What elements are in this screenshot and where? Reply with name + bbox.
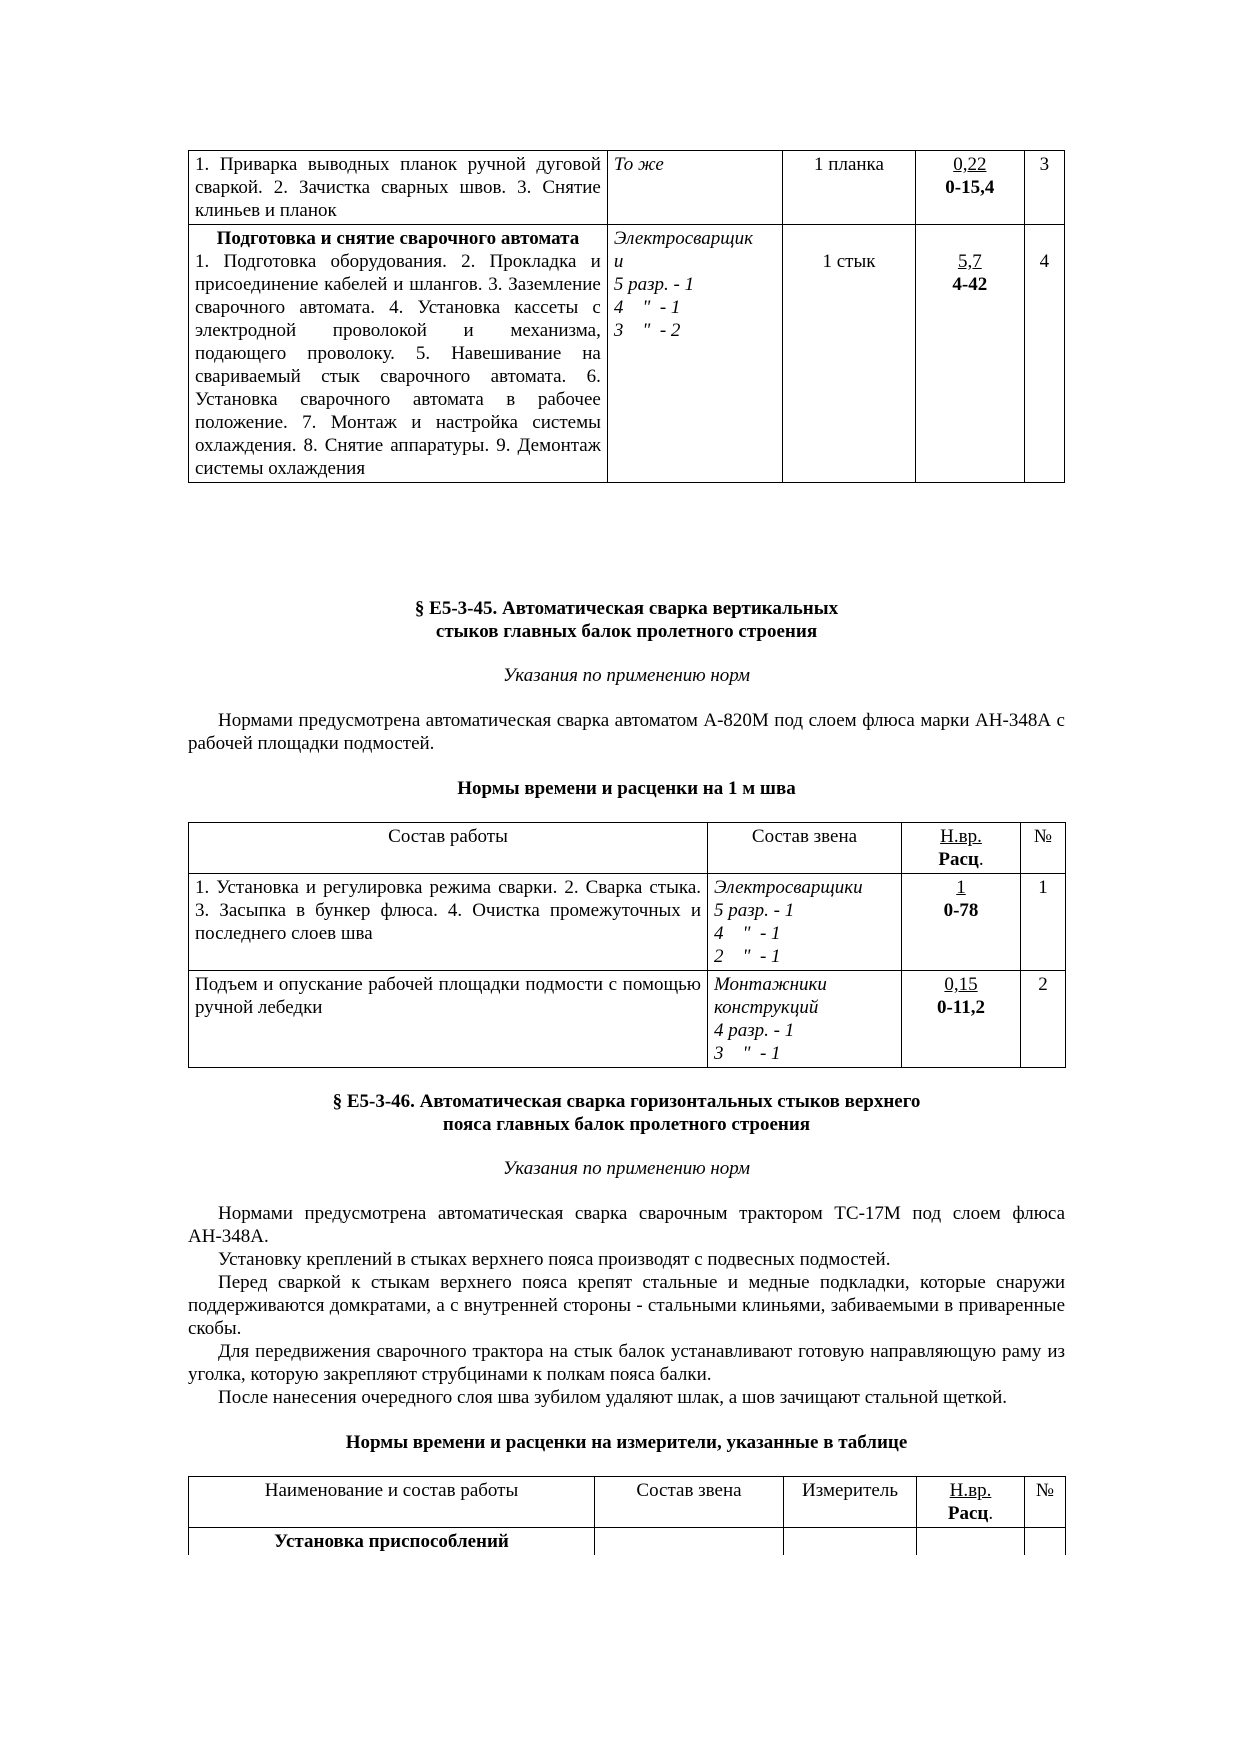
section-46-paragraph: Для передвижения сварочного трактора на стык балок устанавливают готовую направляющую раму из уголка, которую закрепляют струбцинами к полкам пояса балки. bbox=[188, 1341, 1065, 1385]
section-46-paragraph: Установку креплений в стыках верхнего пояса производят с подвесных подмостей. bbox=[218, 1249, 891, 1270]
section-title-line: пояса главных балок пролетного строения bbox=[442, 1114, 811, 1135]
header-norm: Н.вр. bbox=[940, 826, 982, 847]
crew-cell bbox=[708, 971, 902, 1068]
header-norm-rate bbox=[917, 1477, 1025, 1528]
section-title-line: § Е5-3-45. Автоматическая сварка вертикальных bbox=[414, 598, 839, 619]
table-row bbox=[189, 225, 1065, 483]
work-text: 1. Подготовка оборудования. 2. Прокладка и присоединение кабелей и шлангов. 3. Заземление сварочного автомата. 4. Установка кассеты с электродной проволокой и механизма, подающего проволоку. 5. Навешивание на свариваемый стык сварочного автомата. 6. Установка сварочного автомата в рабочее положение. 7. Монтаж и настройка системы охлаждения. 8. Снятие аппаратуры. 9. Демонтаж системы охлаждения bbox=[195, 251, 601, 479]
crew-line: Электросварщик bbox=[613, 228, 754, 249]
section-46-title bbox=[188, 1090, 1065, 1136]
rate-value: 0-78 bbox=[943, 900, 979, 921]
header-norm: Н.вр. bbox=[949, 1480, 992, 1501]
row-number-cell: 2 bbox=[1021, 971, 1066, 1068]
crew-cell bbox=[595, 1528, 784, 1556]
crew-cell bbox=[708, 874, 902, 971]
section-45-table-title: Нормы времени и расценки на 1 м шва bbox=[457, 778, 796, 799]
norm-cell bbox=[902, 874, 1021, 971]
header-rate: Расц. bbox=[947, 1503, 994, 1524]
header-work: Состав работы bbox=[189, 823, 708, 874]
header-unit: Измеритель bbox=[784, 1477, 917, 1528]
table-row bbox=[189, 971, 1066, 1068]
group-title: Установка приспособлений bbox=[189, 1528, 595, 1556]
norms-table-45 bbox=[188, 822, 1066, 1068]
unit-cell: 1 планка bbox=[783, 151, 916, 225]
crew-line: Электросварщики bbox=[714, 877, 863, 898]
norm-value: 0,15 bbox=[944, 974, 978, 995]
work-cell: 1. Установка и регулировка режима сварки. 2. Сварка стыка. 3. Засыпка в бункер флюса. 4. Очистка промежуточных и последнего слоев шва bbox=[189, 874, 708, 971]
crew-line: 5 разр. - 1 bbox=[613, 274, 695, 295]
crew-line: конструкций bbox=[714, 997, 819, 1018]
section-46-paragraph: Нормами предусмотрена автоматическая сварка сварочным трактором ТС-17М под слоем флюса АН-348А. bbox=[188, 1203, 1065, 1247]
crew-line: 4 " - 1 bbox=[613, 297, 681, 318]
norms-table-continuation bbox=[188, 150, 1065, 483]
section-45-subtitle: Указания по применению норм bbox=[503, 665, 750, 686]
row-number-cell: 4 bbox=[1024, 225, 1064, 483]
norm-cell bbox=[902, 971, 1021, 1068]
section-45-title bbox=[188, 597, 1065, 643]
norm-cell bbox=[915, 225, 1024, 483]
section-46-paragraph: Перед сваркой к стыкам верхнего пояса крепят стальные и медные подкладки, которые снаружи поддерживаются домкратами, а с внутренней стороны - стальными клиньями, забиваемыми в приваренные скобы. bbox=[188, 1272, 1065, 1339]
header-norm-rate bbox=[902, 823, 1021, 874]
crew-line: То же bbox=[613, 154, 664, 175]
rate-value: 0-11,2 bbox=[936, 997, 986, 1018]
crew-line: 4 разр. - 1 bbox=[714, 1020, 795, 1041]
table-row bbox=[189, 151, 1065, 225]
norm-value: 0,22 bbox=[953, 154, 987, 175]
header-crew: Состав звена bbox=[708, 823, 902, 874]
crew-line: 4 " - 1 bbox=[714, 923, 781, 944]
crew-cell bbox=[607, 225, 782, 483]
work-cell bbox=[189, 225, 608, 483]
work-cell: Подъем и опускание рабочей площадки подмости с помощью ручной лебедки bbox=[189, 971, 708, 1068]
header-number: № bbox=[1025, 1477, 1066, 1528]
group-title: Подготовка и снятие сварочного автомата bbox=[216, 228, 580, 249]
row-number-cell: 3 bbox=[1024, 151, 1064, 225]
norm-cell bbox=[915, 151, 1024, 225]
rate-value: 0-15,4 bbox=[945, 177, 995, 198]
crew-line: 3 " - 2 bbox=[613, 320, 681, 341]
section-title-line: § Е5-3-46. Автоматическая сварка горизонтальных стыков верхнего bbox=[332, 1091, 921, 1112]
row-number-cell: 1 bbox=[1021, 874, 1066, 971]
header-rate: Расц. bbox=[938, 849, 984, 870]
crew-line: 2 " - 1 bbox=[714, 946, 781, 967]
unit-cell: 1 стык bbox=[783, 225, 916, 483]
crew-line: 3 " - 1 bbox=[714, 1043, 781, 1064]
crew-line: 5 разр. - 1 bbox=[714, 900, 795, 921]
norm-cell bbox=[917, 1528, 1025, 1556]
row-number-cell bbox=[1025, 1528, 1066, 1556]
header-work: Наименование и состав работы bbox=[189, 1477, 595, 1528]
norms-table-46 bbox=[188, 1476, 1066, 1555]
crew-line: и bbox=[613, 251, 624, 272]
section-46-table-title: Нормы времени и расценки на измерители, указанные в таблице bbox=[345, 1432, 908, 1453]
crew-line: Монтажники bbox=[714, 974, 827, 995]
section-46-paragraph: После нанесения очередного слоя шва зубилом удаляют шлак, а шов зачищают стальной щеткой. bbox=[218, 1387, 1008, 1408]
document-page bbox=[188, 150, 1065, 1555]
norm-value: 1 bbox=[956, 877, 966, 898]
table-row bbox=[189, 874, 1066, 971]
section-45-paragraph: Нормами предусмотрена автоматическая сварка автоматом А-820М под слоем флюса марки АН-348А с рабочей площадки подмостей. bbox=[188, 710, 1065, 754]
table-header-row bbox=[189, 823, 1066, 874]
work-cell: 1. Приварка выводных планок ручной дуговой сваркой. 2. Зачистка сварных швов. 3. Снятие клиньев и планок bbox=[189, 151, 608, 225]
crew-cell bbox=[607, 151, 782, 225]
table-header-row bbox=[189, 1477, 1066, 1528]
unit-cell bbox=[784, 1528, 917, 1556]
table-row bbox=[189, 1528, 1066, 1556]
header-number: № bbox=[1021, 823, 1066, 874]
header-crew: Состав звена bbox=[595, 1477, 784, 1528]
section-46-subtitle: Указания по применению норм bbox=[503, 1158, 750, 1179]
norm-value: 5,7 bbox=[957, 251, 982, 272]
rate-value: 4-42 bbox=[952, 274, 988, 295]
section-title-line: стыков главных балок пролетного строения bbox=[435, 621, 818, 642]
